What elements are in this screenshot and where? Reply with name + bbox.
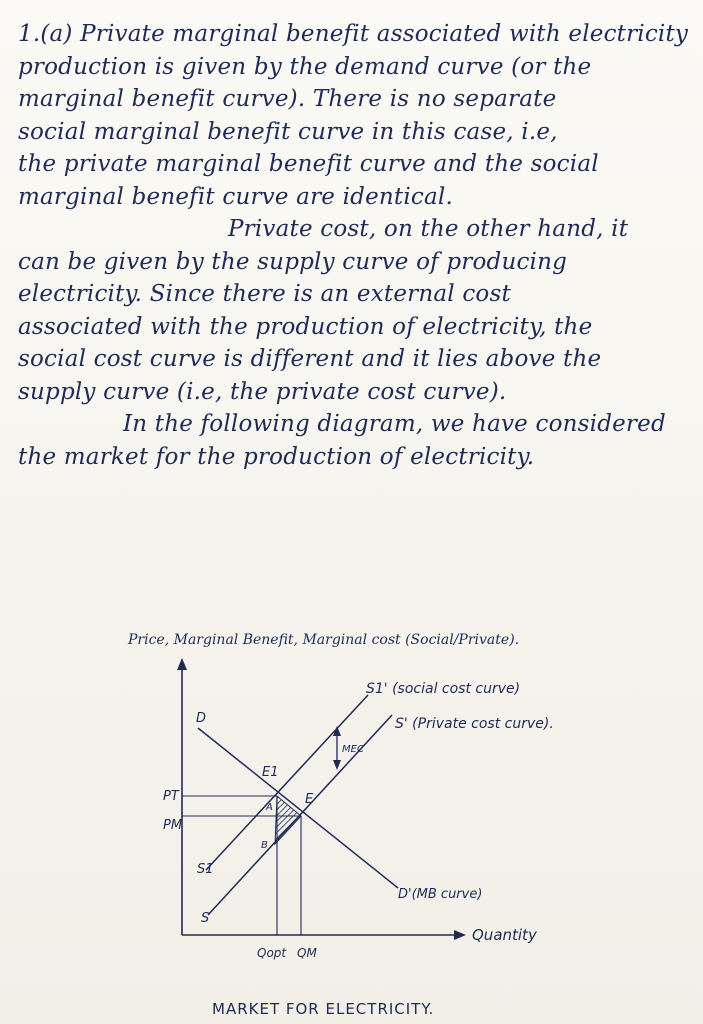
text-line: production is given by the demand curve (or the — [18, 53, 592, 80]
welfare-loss-area — [275, 796, 301, 844]
demand-curve — [198, 728, 398, 888]
label-s1-prime: S1' (social cost curve) — [366, 681, 521, 697]
label-s1: S1 — [197, 862, 214, 877]
text-line: 1.(a) Private marginal benefit associated with electricity — [18, 21, 689, 47]
label-pt: PT — [163, 789, 179, 804]
text-line: social marginal benefit curve in this case, i.e, — [18, 118, 558, 145]
label-a: A — [266, 802, 273, 813]
y-axis-arrow — [177, 658, 187, 670]
x-axis-arrow — [454, 930, 466, 940]
label-s: S — [201, 911, 210, 926]
text-line: supply curve (i.e, the private cost curve). — [18, 378, 507, 405]
label-mec: MEC — [342, 744, 364, 755]
text-line: can be given by the supply curve of producing — [18, 248, 568, 275]
diagram-caption: MARKET FOR ELECTRICITY. — [212, 1000, 435, 1018]
label-e1: E1 — [262, 765, 279, 780]
label-d: D — [196, 711, 207, 726]
text-line: In the following diagram, we have considered — [123, 411, 666, 437]
diagram-axis-title: Price, Marginal Benefit, Marginal cost (Social/Private). — [128, 632, 520, 648]
label-d-prime: D'(MB curve) — [398, 887, 483, 902]
text-line: the private marginal benefit curve and the social — [18, 151, 599, 177]
text-line: electricity. Since there is an external cost — [18, 281, 511, 307]
text-line: marginal benefit curve). There is no separate — [18, 86, 557, 112]
label-e: E — [305, 792, 314, 807]
label-s-prime: S' (Private cost curve). — [395, 716, 554, 732]
text-line: associated with the production of electricity, the — [18, 313, 593, 340]
label-qm: QM — [297, 946, 317, 960]
text-line: social cost curve is different and it lies above the — [18, 346, 602, 372]
label-pm: PM — [163, 818, 183, 833]
label-b: B — [261, 840, 268, 851]
label-qopt: Qopt — [257, 946, 287, 960]
text-line: marginal benefit curve are identical. — [18, 183, 453, 210]
text-line: the market for the production of electricity. — [18, 443, 535, 470]
text-line: Private cost, on the other hand, it — [228, 216, 629, 242]
x-axis-label: Quantity — [472, 926, 537, 944]
